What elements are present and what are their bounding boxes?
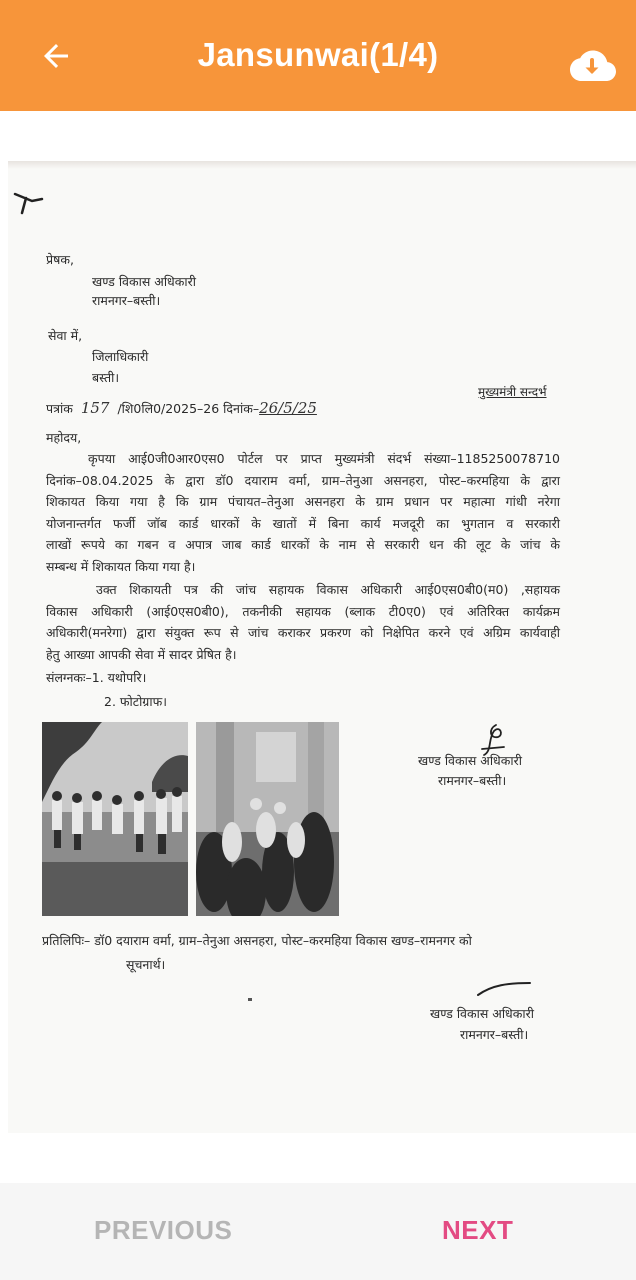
document-viewer[interactable]	[0, 111, 636, 1133]
recipient-location: बस्ती।	[92, 370, 120, 385]
reference-prefix: पत्रांक	[46, 401, 73, 416]
signature-mark	[474, 979, 534, 999]
copy-to-line: प्रतिलिपिः– डॉ0 दयाराम वर्मा, ग्राम–तेनुआ असनहरा, पोस्ट–करमहिया विकास खण्ड–रामनगर को	[42, 933, 472, 948]
signature-location: रामनगर–बस्ती।	[438, 773, 507, 788]
paragraph-line: सम्बन्ध में शिकायत किया गया है।	[46, 558, 196, 574]
bottom-nav	[0, 1183, 636, 1280]
signature2-location: रामनगर–बस्ती।	[460, 1027, 529, 1042]
reference-line	[46, 399, 317, 417]
document-page	[8, 161, 636, 1133]
paragraph-line: अधिकारी(मनरेगा) द्वारा संयुक्त रूप से जांच कराकर प्रकरण को निक्षेपित करने एवं अग्रिम कार्यवाही	[46, 625, 560, 640]
paragraph-line: उक्त शिकायती पत्र की जांच सहायक विकास अधिकारी आई0एस0बी0(म0) ,सहायक	[96, 582, 560, 597]
previous-button[interactable]: PREVIOUS	[94, 1215, 233, 1245]
paragraph-line: दिनांक–08.04.2025 के द्वारा डॉ0 दयाराम वर्मा, ग्राम–तेनुआ असनहरा, पोस्ट–करमहिया के द्वारा	[46, 472, 560, 488]
paragraph-line: शिकायत किया गया है कि ग्राम पंचायत–तेनुआ असनहरा के ग्राम प्रधान पर महात्मा गांधी नरेगा	[46, 494, 560, 509]
paragraph-line: विकास अधिकारी (आई0एस0बी0), तकनीकी सहायक (ब्लाक टी0ए0) एवं अतिरिक्त कार्यक्रम	[46, 603, 560, 619]
recipient-designation: जिलाधिकारी	[92, 349, 149, 364]
attached-photo	[42, 722, 188, 916]
sender-location: रामनगर–बस्ती।	[92, 293, 161, 308]
cloud-download-icon	[567, 46, 617, 86]
attached-photo	[196, 722, 339, 916]
sender-label: प्रेषक,	[46, 252, 74, 267]
category-label: मुख्यमंत्री सन्दर्भ	[478, 385, 547, 399]
paper-speck	[248, 998, 252, 1001]
app-bar	[0, 0, 636, 111]
next-button[interactable]: NEXT	[442, 1215, 514, 1245]
pen-mark-icon	[12, 191, 46, 217]
indoor-meeting-photo	[196, 722, 339, 916]
paragraph-investigation	[46, 579, 560, 665]
paragraph-line: हेतु आख्या आपकी सेवा में सादर प्रेषित है।	[46, 646, 237, 662]
reference-date: 26/5/25	[259, 399, 317, 417]
paragraph-line: कृपया आई0जी0आर0एस0 पोर्टल पर प्राप्त मुख्यमंत्री संदर्भ संख्या–1185250078710	[88, 451, 560, 466]
signature2-designation: खण्ड विकास अधिकारी	[430, 1006, 534, 1021]
sender-designation: खण्ड विकास अधिकारी	[92, 274, 196, 289]
signature-designation: खण्ड विकास अधिकारी	[418, 753, 522, 768]
to-label: सेवा में,	[48, 328, 83, 343]
page-title: Jansunwai(1/4)	[197, 36, 439, 73]
paragraph-complaint	[46, 448, 560, 577]
reference-number: 157	[80, 399, 110, 417]
attachments-line: 2. फोटोग्राफ।	[104, 694, 167, 709]
copy-to-line: सूचनार्थ।	[126, 957, 166, 972]
outdoor-group-photo	[42, 722, 188, 916]
download-button[interactable]	[564, 44, 620, 88]
paragraph-line: योजनान्तर्गत फर्जी जॉब कार्ड धारकों के खातों में बिना कार्य मजदूरी का भुगतान व सरकारी	[46, 515, 560, 531]
paragraph-line: लाखों रूपये का गबन व अपात्र जाब कार्ड धारकों के नाम से सरकारी धन की लूट के जांच के	[46, 537, 560, 552]
salutation: महोदय,	[46, 430, 82, 445]
reference-code: /शि0लि0/2025–26 दिनांक–	[117, 401, 260, 416]
attachments-line: संलग्नकः–1. यथोपरि।	[46, 670, 147, 685]
